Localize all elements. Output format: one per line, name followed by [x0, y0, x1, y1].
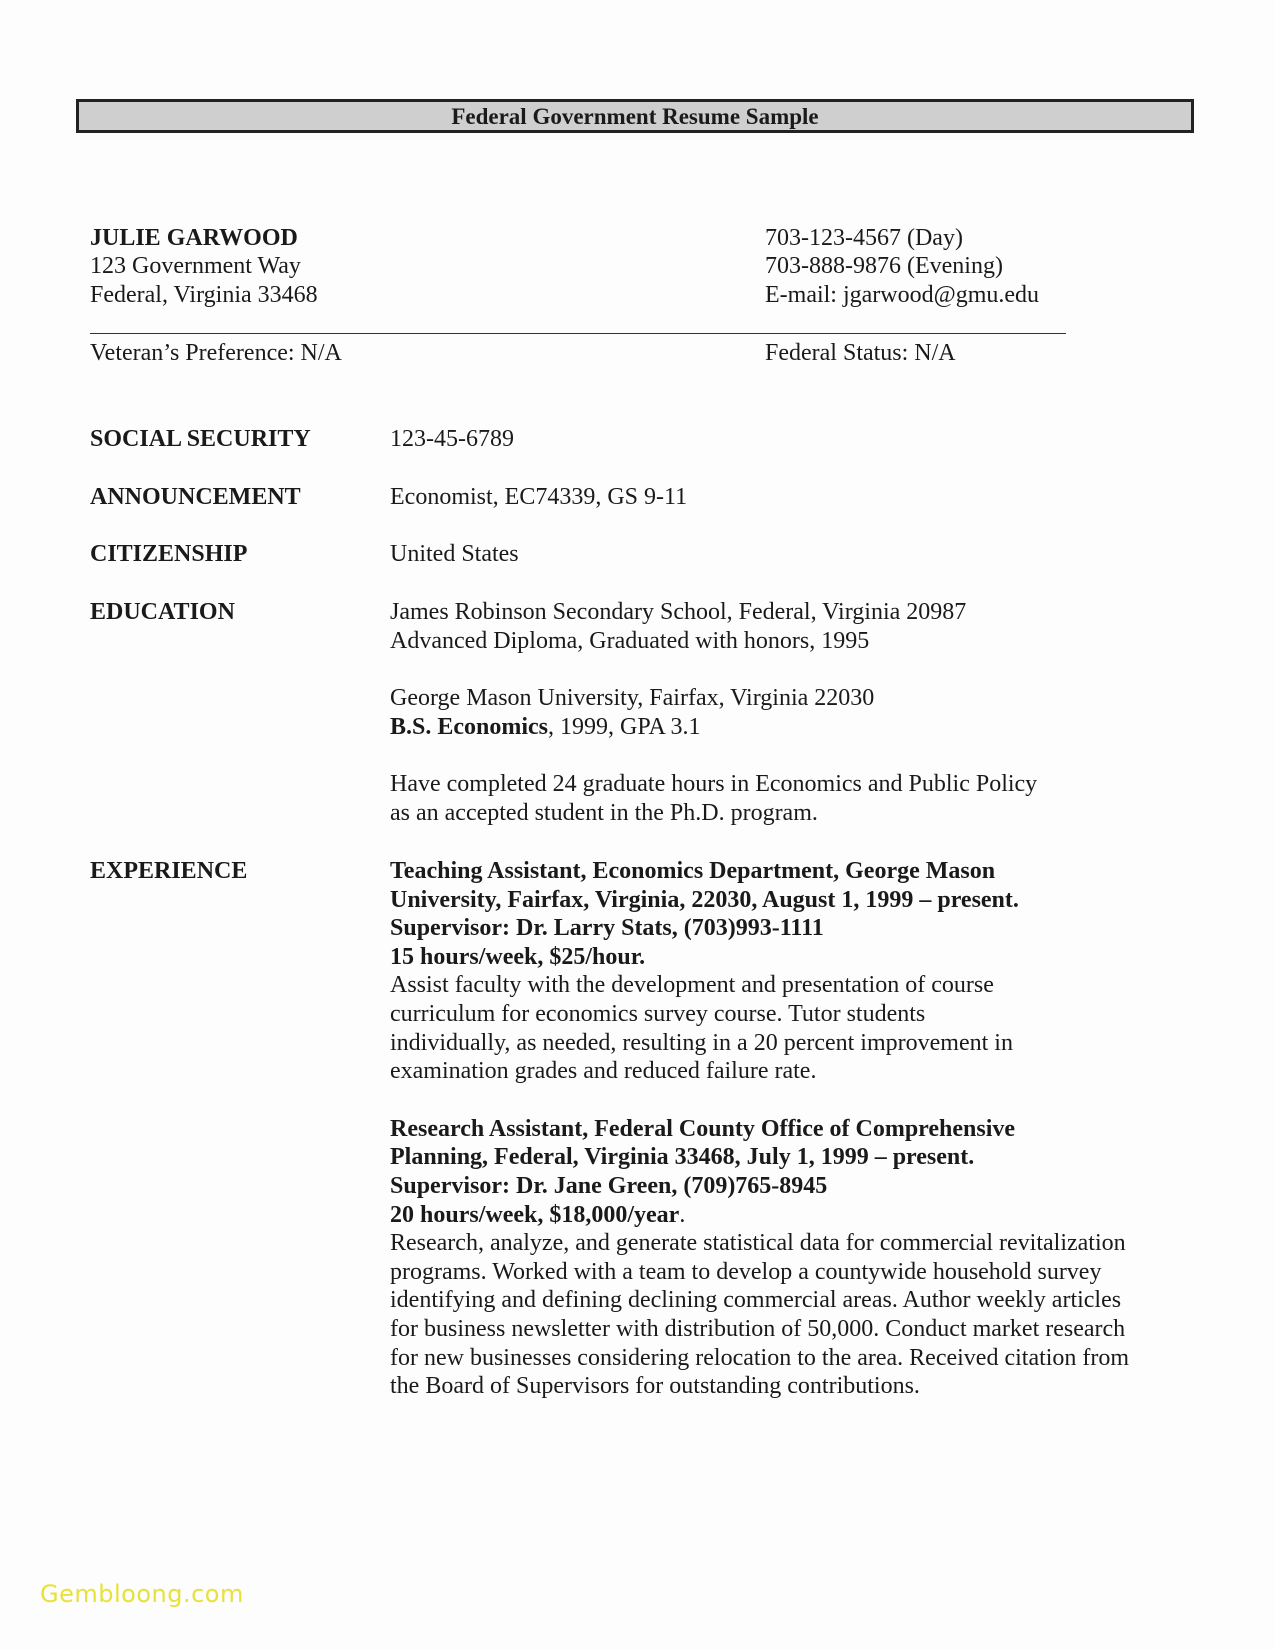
school-2-line-2 [390, 713, 1037, 742]
social-security-value [390, 425, 514, 454]
school-1-line-1: James Robinson Secondary School, Federal, Virginia 20987 [390, 599, 967, 625]
email: E-mail: jgarwood@gmu.edu [765, 282, 1040, 308]
citizenship-text: United States [390, 541, 519, 567]
phone-evening: 703-888-9876 (Evening) [765, 253, 1003, 279]
job-2-hours-tail: . [679, 1201, 686, 1228]
job-2-header-2: Planning, Federal, Virginia 33468, July 1, 1999 – present. [390, 1144, 975, 1171]
job-1-hours: 15 hours/week, $25/hour. [390, 943, 646, 970]
federal-status: Federal Status: N/A [765, 340, 956, 366]
spacer [390, 1086, 1129, 1115]
job-2-desc-5: for new businesses considering relocation to the area. Received citation from [390, 1344, 1130, 1371]
social-security-number: 123-45-6789 [390, 426, 514, 452]
job-1-header-1: Teaching Assistant, Economics Department, George Mason [390, 858, 996, 884]
experience-label: EXPERIENCE [90, 858, 248, 884]
graduate-line-1: Have completed 24 graduate hours in Economics and Public Policy [390, 771, 1038, 798]
announcement-value [390, 483, 687, 512]
job-1-header-2: University, Fairfax, Virginia, 22030, August 1, 1999 – present. [390, 886, 1019, 913]
job-2-supervisor: Supervisor: Dr. Jane Green, (709)765-8945 [390, 1172, 828, 1199]
school-1-line-2: Advanced Diploma, Graduated with honors, 1995 [390, 627, 870, 654]
job-2-desc-2: programs. Worked with a team to develop a countywide household survey [390, 1258, 1102, 1285]
job-2-desc-6: the Board of Supervisors for outstanding contributions. [390, 1373, 920, 1400]
school-2-line-1: George Mason University, Fairfax, Virginia 22030 [390, 685, 875, 712]
education-label: EDUCATION [90, 599, 235, 625]
job-2-desc-1: Research, analyze, and generate statistical data for commercial revitalization [390, 1230, 1126, 1257]
spacer [390, 741, 1037, 770]
education-block [390, 598, 1037, 828]
social-security-label: SOCIAL SECURITY [90, 426, 311, 452]
address-line-1: 123 Government Way [90, 253, 301, 279]
watermark: Gembloong.com [40, 1580, 244, 1608]
address-line-2: Federal, Virginia 33468 [90, 282, 318, 308]
announcement-text: Economist, EC74339, GS 9-11 [390, 484, 688, 510]
spacer [390, 655, 1037, 684]
applicant-name: JULIE GARWOOD [90, 225, 298, 251]
phone-day: 703-123-4567 (Day) [765, 225, 963, 251]
job-2-desc-4: for business newsletter with distribution of 50,000. Conduct market research [390, 1315, 1126, 1342]
veterans-preference: Veteran’s Preference: N/A [90, 340, 342, 366]
experience-block [390, 857, 1129, 1401]
job-2-header-1: Research Assistant, Federal County Office of Comprehensive [390, 1115, 1016, 1142]
divider-rule [90, 333, 1066, 334]
job-1-supervisor: Supervisor: Dr. Larry Stats, (703)993-1111 [390, 915, 824, 942]
job-1-desc-4: examination grades and reduced failure rate. [390, 1058, 817, 1085]
document-title: Federal Government Resume Sample [76, 99, 1194, 133]
job-2-hours: 20 hours/week, $18,000/year [390, 1201, 680, 1228]
job-1-desc-1: Assist faculty with the development and presentation of course [390, 972, 994, 999]
graduate-line-2: as an accepted student in the Ph.D. program. [390, 799, 818, 826]
citizenship-label: CITIZENSHIP [90, 541, 248, 567]
job-1-desc-2: curriculum for economics survey course. Tutor students [390, 1000, 926, 1027]
job-2-desc-3: identifying and defining declining commercial areas. Author weekly articles [390, 1287, 1122, 1314]
job-2-hours-line [390, 1201, 1129, 1230]
announcement-label: ANNOUNCEMENT [90, 484, 301, 510]
degree-detail: , 1999, GPA 3.1 [548, 713, 701, 740]
job-1-desc-3: individually, as needed, resulting in a 20 percent improvement in [390, 1029, 1013, 1056]
citizenship-value [390, 540, 519, 569]
degree-name: B.S. Economics [390, 713, 549, 740]
